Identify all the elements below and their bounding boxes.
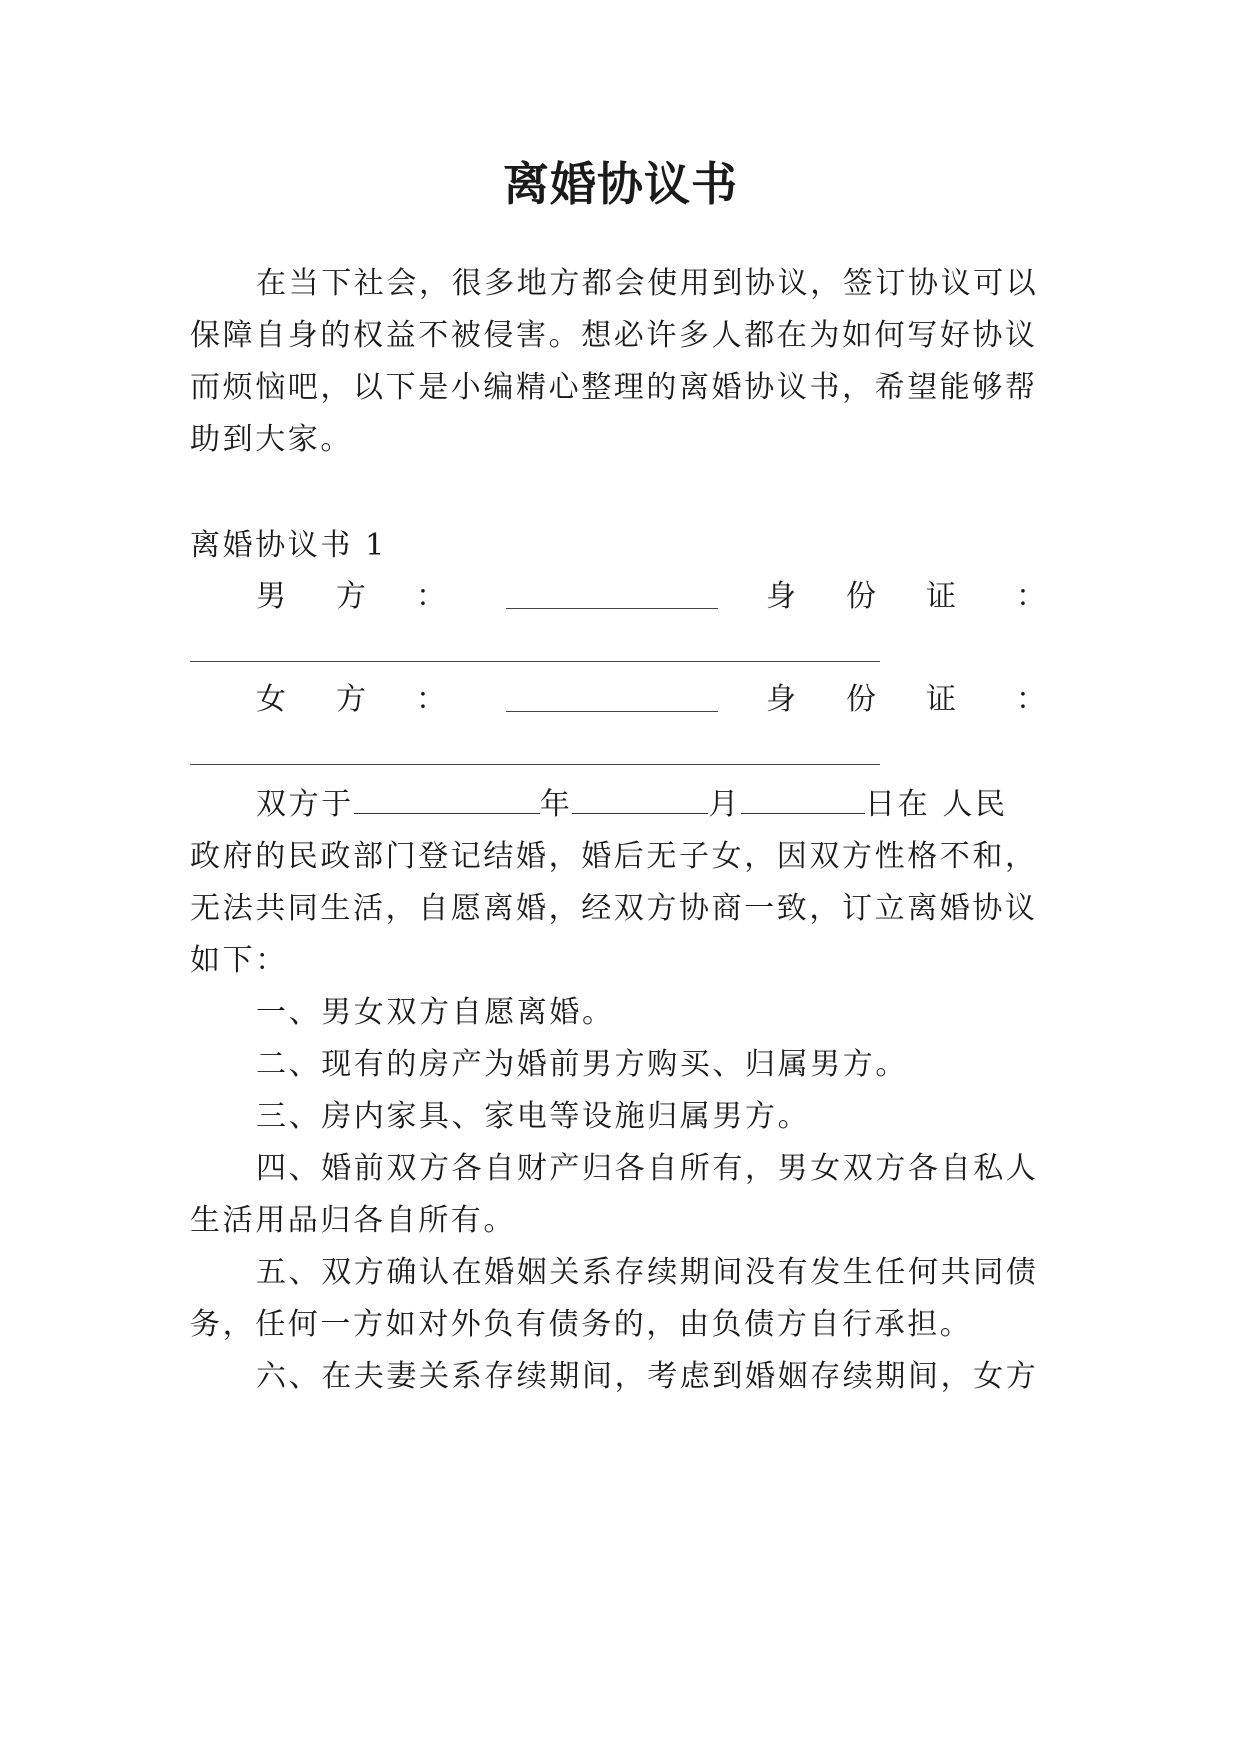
intro-line-1: 在当下社会，很多地方都会使用到协议，签订协议可以	[256, 266, 1039, 301]
marriage-month-blank[interactable]	[572, 787, 708, 814]
marriage-text-3: 月	[708, 787, 742, 822]
marriage-text-4: 日在 人民	[865, 787, 1008, 822]
clause-2: 二、现有的房产为婚前男方购买、归属男方。	[256, 1047, 908, 1082]
female-field-row	[256, 680, 1046, 720]
section-heading: 离婚协议书 1	[190, 528, 387, 563]
male-field-row	[256, 577, 1046, 617]
male-label-char-1: 男	[256, 579, 286, 614]
marriage-text-1: 双方于	[256, 787, 354, 822]
marriage-year-blank[interactable]	[354, 787, 540, 814]
female-label-colon: ：	[416, 682, 446, 717]
intro-line-3: 而烦恼吧，以下是小编精心整理的离婚协议书，希望能够帮	[190, 370, 1038, 405]
male-label-colon: ：	[416, 579, 446, 614]
female-label-char-1: 女	[256, 682, 286, 717]
female-id-char-1: 身	[766, 682, 796, 717]
male-id-char-3: 证	[926, 579, 956, 614]
clause-3: 三、房内家具、家电等设施归属男方。	[256, 1099, 811, 1134]
clause-4-line-2: 生活用品归各自所有。	[190, 1203, 516, 1238]
marriage-day-blank[interactable]	[741, 787, 865, 814]
clause-5-line-2: 务，任何一方如对外负有债务的，由负债方自行承担。	[190, 1307, 973, 1342]
female-id-colon: ：	[1016, 682, 1046, 717]
marriage-date-line	[256, 785, 1008, 825]
marriage-text-2: 年	[539, 787, 573, 822]
male-id-colon: ：	[1016, 579, 1046, 614]
female-id-char-2: 份	[846, 682, 876, 717]
male-id-char-1: 身	[766, 579, 796, 614]
marriage-line-3: 无法共同生活，自愿离婚，经双方协商一致，订立离婚协议	[190, 891, 1038, 926]
marriage-line-2: 政府的民政部门登记结婚，婚后无子女，因双方性格不和，	[190, 839, 1038, 874]
male-id-char-2: 份	[846, 579, 876, 614]
intro-line-4: 助到大家。	[190, 422, 353, 457]
female-name-blank[interactable]	[506, 710, 718, 712]
clause-4-line-1: 四、婚前双方各自财产归各自所有，男女双方各自私人	[256, 1151, 1039, 1186]
clause-5-line-1: 五、双方确认在婚姻关系存续期间没有发生任何共同债	[256, 1255, 1039, 1290]
intro-line-2: 保障自身的权益不被侵害。想必许多人都在为如何写好协议	[190, 318, 1038, 353]
female-label-char-2: 方	[336, 682, 366, 717]
female-id-char-3: 证	[926, 682, 956, 717]
clause-1: 一、男女双方自愿离婚。	[256, 995, 615, 1030]
male-id-blank[interactable]	[190, 660, 880, 662]
clause-6-line-1: 六、在夫妻关系存续期间，考虑到婚姻存续期间，女方	[256, 1359, 1039, 1394]
marriage-line-4: 如下：	[190, 943, 288, 978]
male-label-char-2: 方	[336, 579, 366, 614]
female-id-blank[interactable]	[190, 763, 880, 765]
document-title: 离婚协议书	[503, 157, 738, 211]
male-name-blank[interactable]	[506, 607, 718, 609]
